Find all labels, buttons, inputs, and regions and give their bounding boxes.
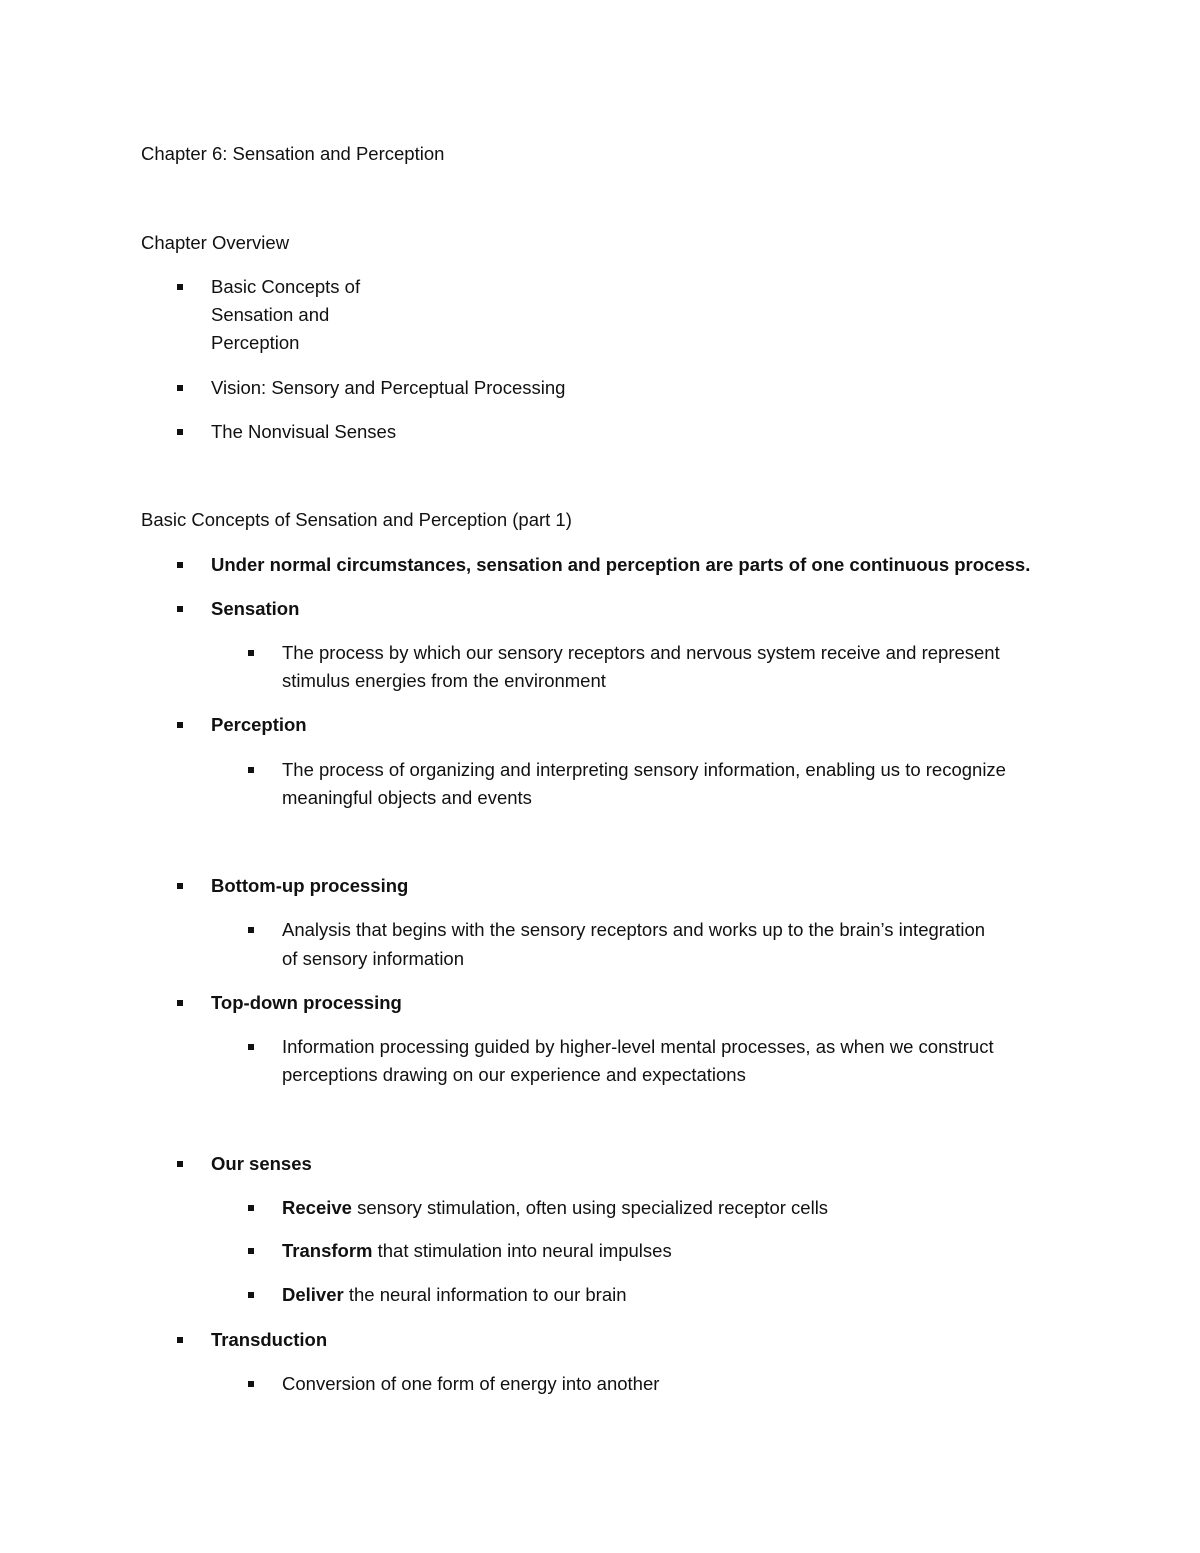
sensation-definition-line-2: stimulus energies from the environment: [282, 670, 606, 691]
overview-item-basic-line-1: Basic Concepts of: [211, 276, 361, 297]
sensation-definition-line-1: The process by which our sensory receptors and nervous system receive and represent: [282, 642, 1000, 663]
senses-item-deliver: [282, 1281, 627, 1309]
bullet-square-icon: [248, 1205, 254, 1211]
term-bottom-up: Bottom-up processing: [211, 875, 409, 896]
section-heading: Basic Concepts of Sensation and Perception (part 1): [141, 509, 572, 530]
overview-heading: Chapter Overview: [141, 232, 290, 253]
perception-definition-line-1: The process of organizing and interpreting sensory information, enabling us to recognize: [282, 759, 1006, 780]
term-transduction: Transduction: [211, 1329, 328, 1350]
term-top-down: Top-down processing: [211, 992, 402, 1013]
bullet-square-icon: [177, 284, 183, 290]
senses-verb-deliver: Deliver: [282, 1284, 344, 1305]
bullet-square-icon: [177, 1000, 183, 1006]
document-title: Chapter 6: Sensation and Perception: [141, 143, 445, 164]
overview-item-basic-line-3: Perception: [211, 332, 300, 353]
senses-verb-transform: Transform: [282, 1240, 373, 1261]
overview-item-nonvisual: The Nonvisual Senses: [211, 421, 397, 442]
senses-text-transform: that stimulation into neural impulses: [372, 1240, 672, 1261]
term-our-senses: Our senses: [211, 1153, 312, 1174]
senses-verb-receive: Receive: [282, 1197, 352, 1218]
term-perception: Perception: [211, 714, 307, 735]
bullet-square-icon: [177, 429, 183, 435]
senses-item-receive: [282, 1194, 828, 1222]
bullet-square-icon: [177, 562, 183, 568]
bullet-square-icon: [248, 927, 254, 933]
bullet-square-icon: [177, 385, 183, 391]
bottom-up-definition-line-1: Analysis that begins with the sensory receptors and works up to the brain’s integration: [282, 919, 986, 940]
top-down-definition-line-2: perceptions drawing on our experience and expectations: [282, 1064, 746, 1085]
bullet-square-icon: [248, 1292, 254, 1298]
overview-item-basic-line-2: Sensation and: [211, 304, 330, 325]
bullet-square-icon: [177, 606, 183, 612]
bullet-square-icon: [177, 1337, 183, 1343]
bullet-square-icon: [177, 883, 183, 889]
bullet-square-icon: [248, 1044, 254, 1050]
overview-item-vision: Vision: Sensory and Perceptual Processing: [211, 377, 566, 398]
bullet-square-icon: [177, 722, 183, 728]
senses-text-receive: sensory stimulation, often using specialized receptor cells: [351, 1197, 829, 1218]
bullet-square-icon: [248, 767, 254, 773]
top-down-definition-line-1: Information processing guided by higher-level mental processes, as when we construct: [282, 1036, 994, 1057]
intro-statement: Under normal circumstances, sensation and perception are parts of one continuous process.: [211, 554, 1031, 575]
bullet-square-icon: [248, 1381, 254, 1387]
transduction-definition: Conversion of one form of energy into another: [282, 1373, 660, 1394]
senses-text-deliver: the neural information to our brain: [343, 1284, 627, 1305]
senses-item-transform: [282, 1237, 672, 1265]
bullet-square-icon: [248, 1248, 254, 1254]
bullet-square-icon: [177, 1161, 183, 1167]
bullet-square-icon: [248, 650, 254, 656]
perception-definition-line-2: meaningful objects and events: [282, 787, 532, 808]
bottom-up-definition-line-2: of sensory information: [282, 948, 465, 969]
term-sensation: Sensation: [211, 598, 300, 619]
